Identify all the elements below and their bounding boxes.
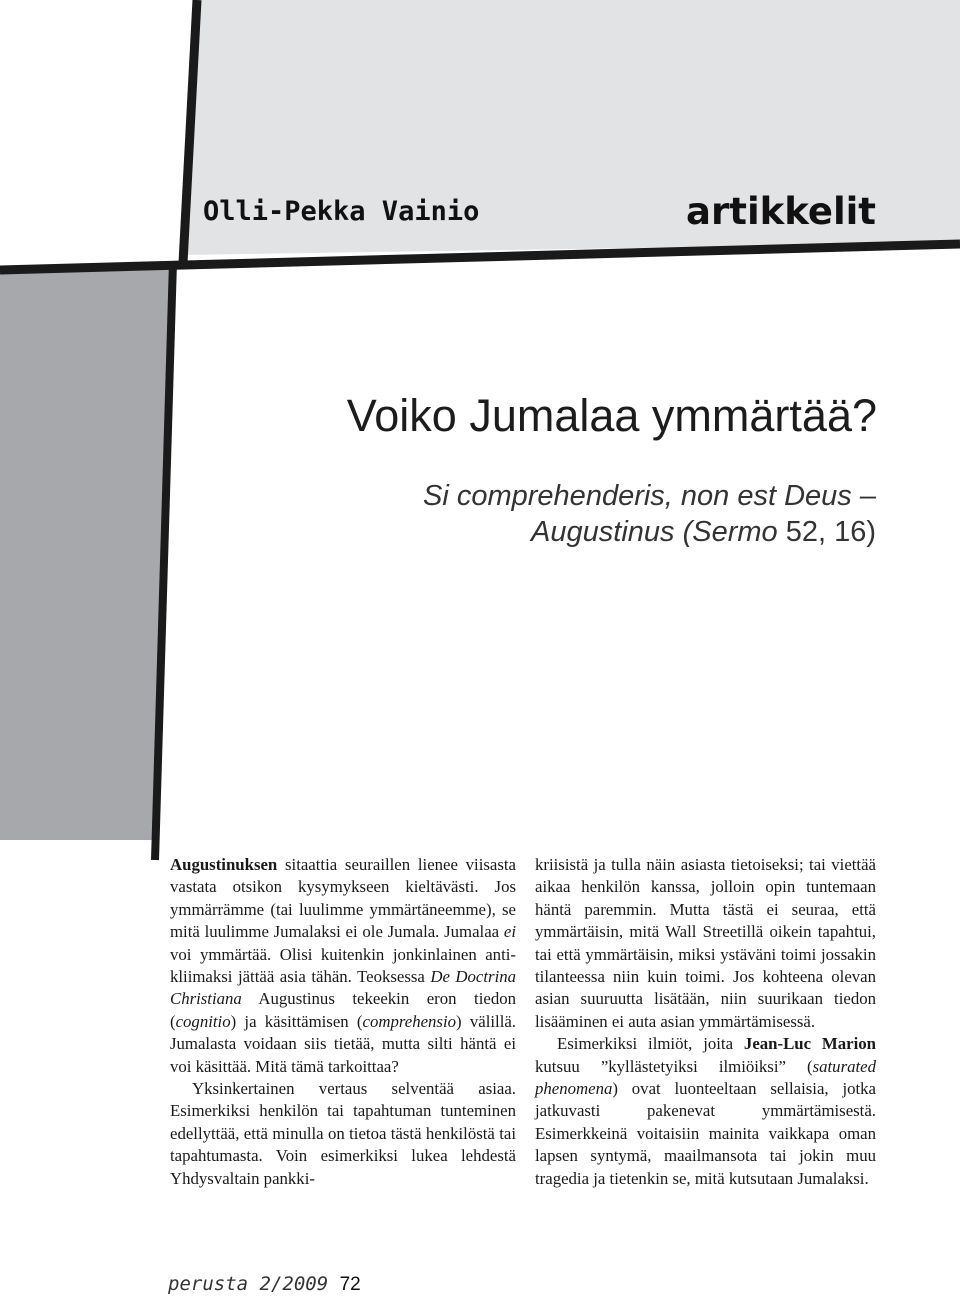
paragraph-4: Esimerkiksi ilmiöt, joita Jean-Luc Marion kutsuu ”kyllästetyiksi ilmiöiksi” (saturated phenomena) ovat luonteeltaan sellaisia, jotka jatkuvasti pakenevat ymmärtämisestä. Esimerkkeinä voitaisiin mainita vaikkapa oman lapsen syntymä, maailmansota tai jokin muu tragedia ja tietenkin se, mitä kutsutaan Jumalaksi. (535, 1034, 876, 1188)
paragraph-2: Yksinkertainen vertaus selventää asiaa. Esimerkiksi henkilön tai tapahtuman tunteminen edellyttää, että minulla on tietoa tästä henkilöstä tai tapahtumasta. Voin esimerkiksi lukea lehdestä Yhdysvaltain pankki- (170, 1079, 516, 1188)
page-number: 72 (339, 1274, 361, 1295)
epigraph (276, 478, 876, 550)
dark-gray-panel (0, 270, 171, 840)
page-footer (168, 1273, 361, 1296)
paragraph-1: Augustinuksen sitaattia seuraillen lienee viisasta vastata otsikon kysymykseen kieltävästi. Jos ymmärrämme (tai luulimme ymmärtäneemme), se mitä luulimme Jumalaksi ei ole Jumala. Jumalaa ei voi ymmärtää. Olisi kuitenkin jonkinlainen antikliimaksi jättää asia tähän. Teoksessa De Doctrina Christiana Augustinus tekeekin eron tiedon (cognitio) ja käsittämisen (comprehensio) välillä. Jumalasta voidaan siis tietää, mutta silti häntä ei voi käsittää. Mitä tämä tarkoittaa? (170, 855, 517, 1076)
body-column-right (535, 854, 876, 1190)
author-name: Olli-Pekka Vainio (203, 196, 480, 227)
paragraph-3: kriisistä ja tulla näin asiasta tietoiseksi; tai viettää aikaa henkilön kanssa, jolloin opin tuntemaan häntä paremmin. Mutta tästä ei seuraa, että ymmärtäisin, mitä Wall Streetillä oikein tapahtui, tai että ymmärtäisin, miksi ystäväni toimi jossakin tilanteessa niin kuin toimi. Jos kohteena olevan asian suuruutta lisätään, niin suurikaan tiedon lisääminen ei auta asian ymmärtämisessä. (535, 855, 876, 1031)
journal-issue: perusta 2/2009 (168, 1273, 329, 1295)
epigraph-line-2: Augustinus (Sermo 52, 16) (531, 516, 876, 548)
article-title: Voiko Jumalaa ymmärtää? (346, 390, 877, 441)
section-label: artikkelit (686, 190, 876, 233)
epigraph-line-1: Si comprehenderis, non est Deus – (423, 480, 876, 512)
body-column-left (170, 854, 516, 1190)
